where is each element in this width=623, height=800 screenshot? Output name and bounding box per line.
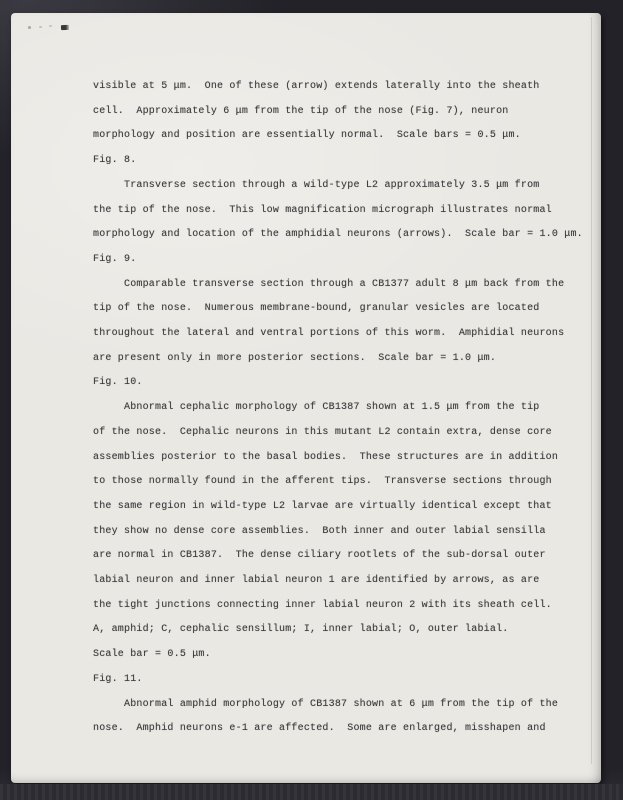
typed-line: Scale bar = 0.5 μm. xyxy=(93,649,211,661)
typed-line: Fig. 10. xyxy=(93,377,143,389)
typed-line: nose. Amphid neurons e-1 are affected. Some are enlarged, misshapen and xyxy=(93,723,546,735)
typed-line: Abnormal amphid morphology of CB1387 shown at 6 μm from the tip of the xyxy=(93,698,559,710)
typed-line: the tip of the nose. This low magnification micrograph illustrates normal xyxy=(93,204,552,216)
typed-line: A, amphid; C, cephalic sensillum; I, inner labial; O, outer labial. xyxy=(93,624,509,636)
pencil-dot-mark xyxy=(39,26,42,28)
typed-line: Fig. 9. xyxy=(93,253,137,265)
typed-line: tip of the nose. Numerous membrane-bound, granular vesicles are located xyxy=(93,303,540,315)
typed-line: cell. Approximately 6 μm from the tip of the nose (Fig. 7), neuron xyxy=(93,105,509,117)
paper-sheet xyxy=(11,13,601,783)
pencil-dot-mark xyxy=(28,26,31,29)
typed-text-block xyxy=(93,75,593,742)
typed-line: labial neuron and inner labial neuron 1 are identified by arrows, as are xyxy=(93,575,540,587)
typed-line: throughout the lateral and ventral portions of this worm. Amphidial neurons xyxy=(93,328,565,340)
typed-line: to those normally found in the afferent tips. Transverse sections through xyxy=(93,476,552,488)
typed-line: they show no dense core assemblies. Both inner and outer labial sensilla xyxy=(93,525,546,537)
ink-smudge-mark xyxy=(61,25,69,30)
typed-line: morphology and position are essentially normal. Scale bars = 0.5 μm. xyxy=(93,130,521,142)
typed-line: the same region in wild-type L2 larvae are virtually identical except that xyxy=(93,500,552,512)
backing-surface xyxy=(0,784,623,800)
typed-line: visible at 5 μm. One of these (arrow) extends laterally into the sheath xyxy=(93,81,540,92)
typed-line: Transverse section through a wild-type L2 approximately 3.5 μm from xyxy=(93,179,540,191)
typed-line: assemblies posterior to the basal bodies. These structures are in addition xyxy=(93,451,559,463)
typed-line: of the nose. Cephalic neurons in this mutant L2 contain extra, dense core xyxy=(93,426,552,438)
typed-line: the tight junctions connecting inner labial neuron 2 with its sheath cell. xyxy=(93,599,552,611)
typed-line: Fig. 11. xyxy=(93,673,143,685)
typed-line: Comparable transverse section through a CB1377 adult 8 μm back from the xyxy=(93,278,565,290)
pencil-dot-mark xyxy=(49,25,52,27)
typed-line: morphology and location of the amphidial neurons (arrows). Scale bar = 1.0 μm. xyxy=(93,229,583,241)
typed-line: Fig. 8. xyxy=(93,155,137,167)
typed-line: are present only in more posterior sections. Scale bar = 1.0 μm. xyxy=(93,352,497,364)
typed-line: Abnormal cephalic morphology of CB1387 shown at 1.5 μm from the tip xyxy=(93,402,540,414)
typed-line: are normal in CB1387. The dense ciliary rootlets of the sub-dorsal outer xyxy=(93,550,546,562)
